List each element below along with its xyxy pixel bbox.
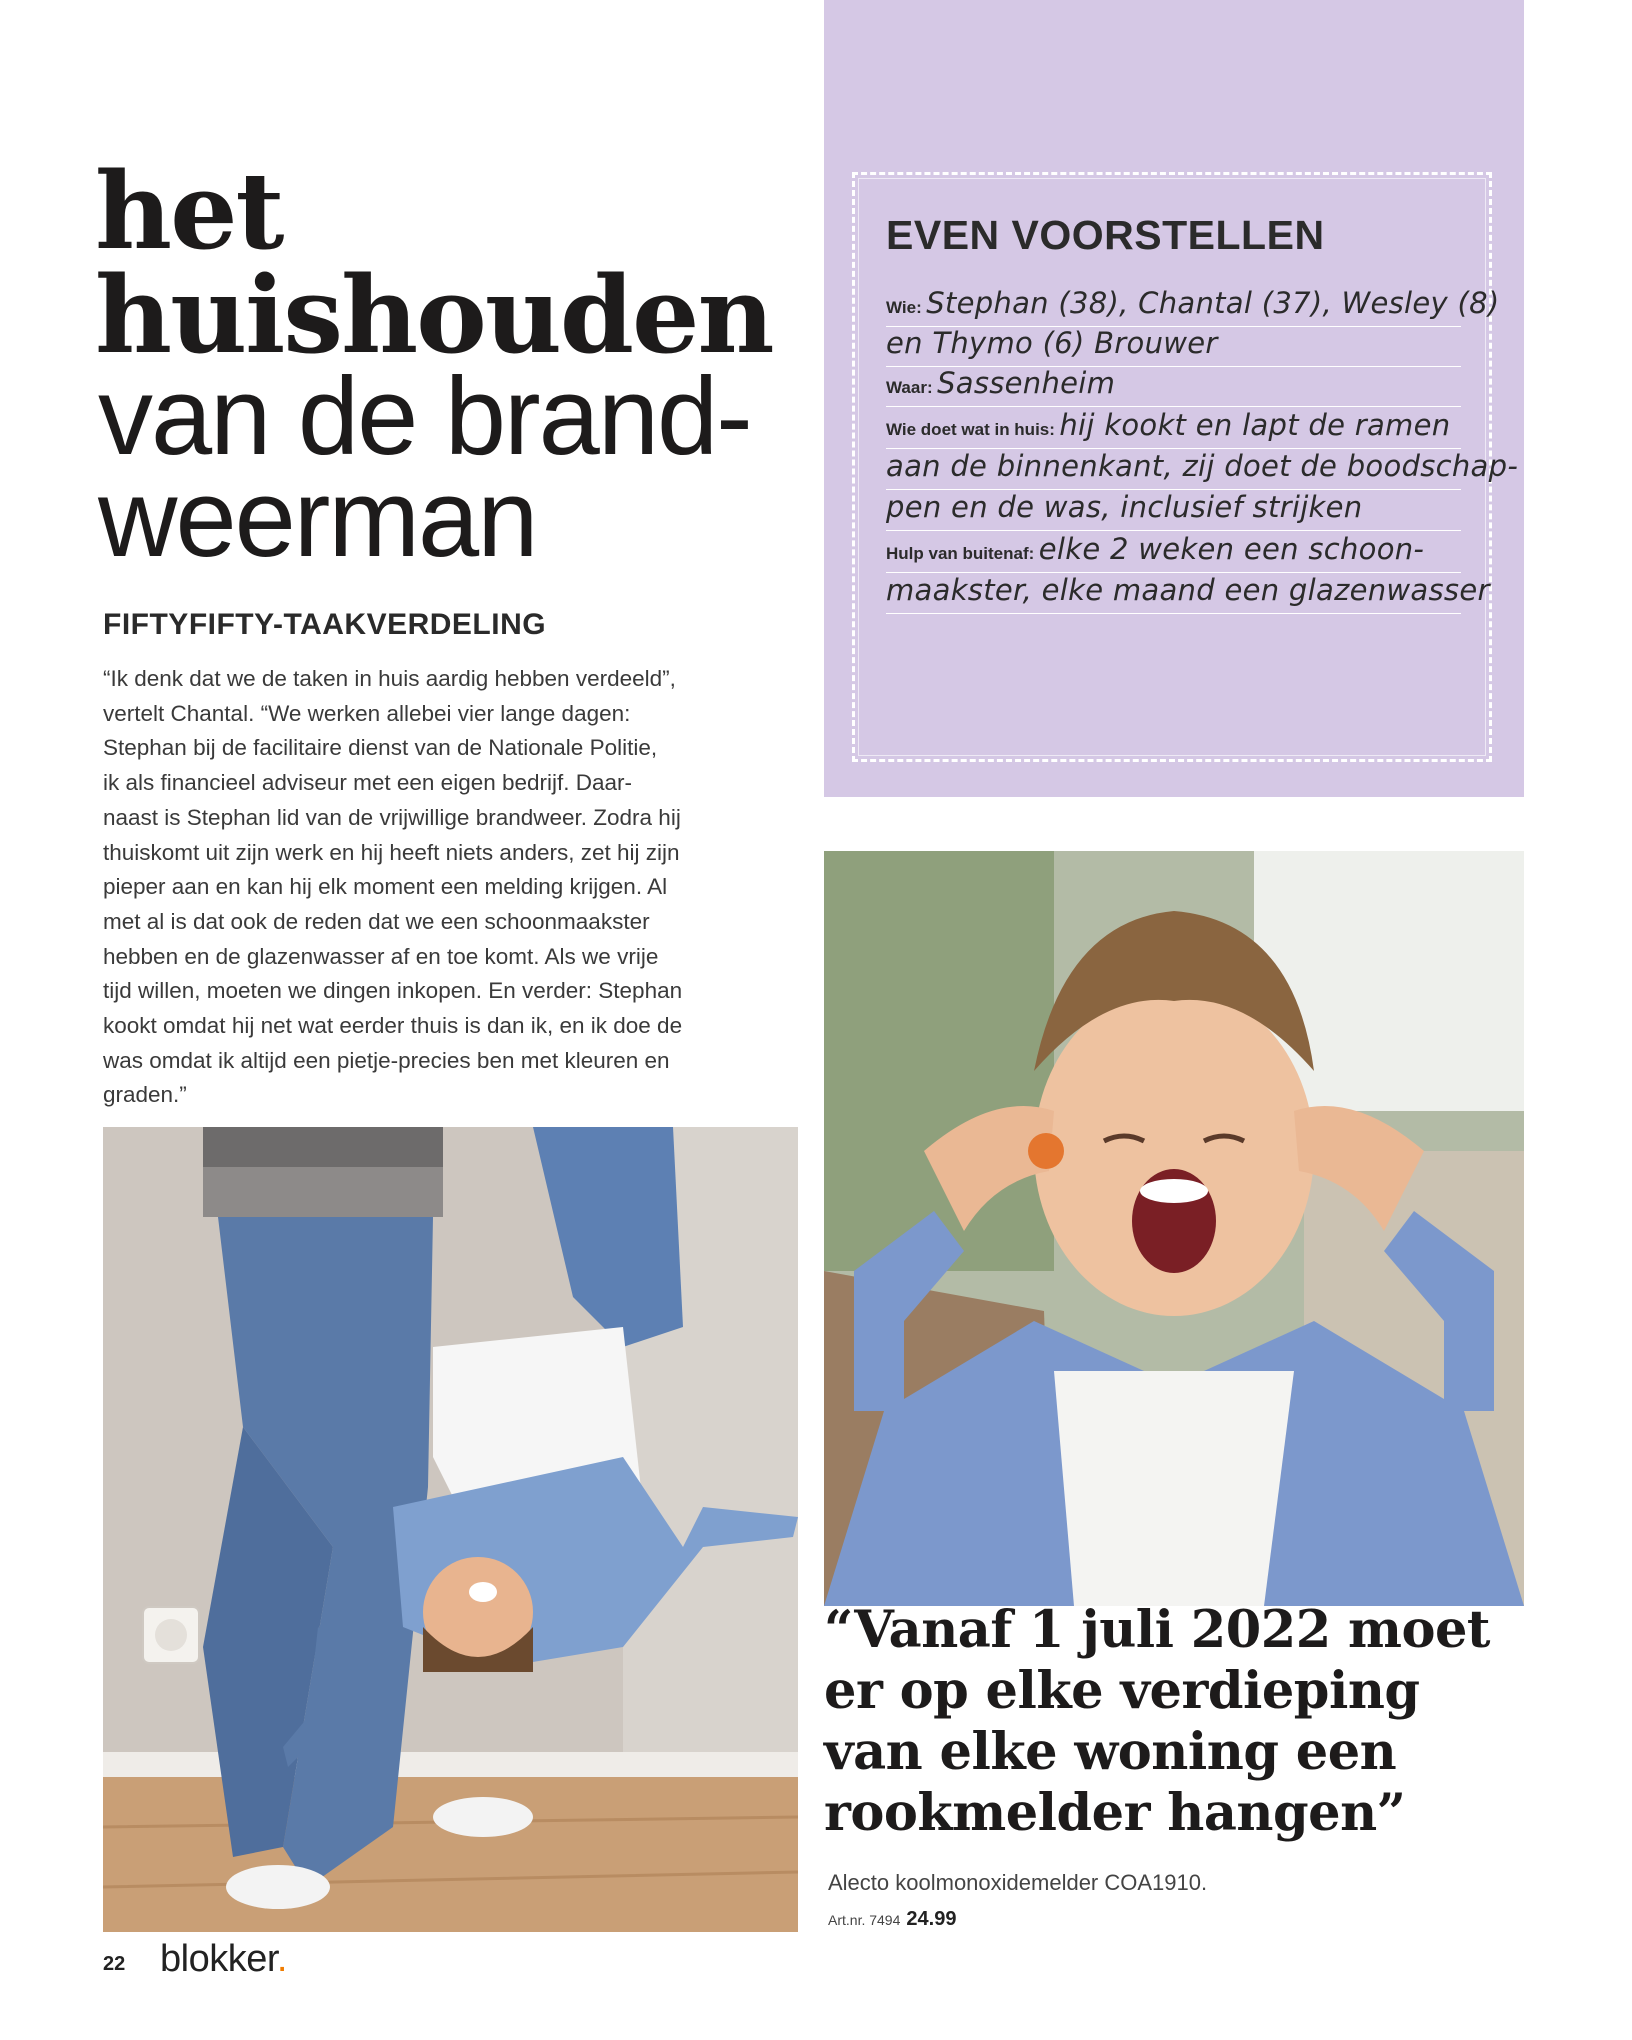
info-row-waar — [886, 366, 1461, 407]
brand-logo — [160, 1938, 287, 1981]
info-label-hulp: Hulp van buitenaf: — [886, 544, 1035, 563]
product-price: 24.99 — [906, 1908, 957, 1930]
pull-quote — [824, 1600, 1544, 1844]
info-value-wat: hij kookt en lapt de ramen — [1059, 408, 1451, 442]
body-line: naast is Stephan lid van de vrijwillige brandweer. Zodra hij — [103, 804, 681, 830]
info-value-wie-cont: en Thymo (6) Brouwer — [886, 326, 1218, 360]
title-line-1: het — [95, 148, 283, 273]
quote-line: er op elke verdieping — [824, 1661, 1420, 1721]
info-label-wat: Wie doet wat in huis: — [886, 420, 1055, 439]
quote-line: rookmelder hangen” — [824, 1783, 1406, 1843]
product-article-number: Art.nr. 7494 — [828, 1912, 901, 1928]
info-row-wat-cont1 — [886, 449, 1519, 490]
info-label-waar: Waar: — [886, 378, 933, 397]
info-label-wie: Wie: — [886, 298, 922, 317]
photo-boy-ears — [824, 851, 1524, 1606]
photo-boy-ears-illustration — [824, 851, 1524, 1606]
photo-father-son — [103, 1127, 798, 1932]
body-line: “Ik denk dat we de taken in huis aardig hebben verdeeld”, — [103, 666, 676, 691]
info-box-title: EVEN VOORSTELLEN — [886, 212, 1325, 258]
info-row-wie-cont — [886, 326, 1461, 367]
quote-line: “Vanaf 1 juli 2022 moet — [824, 1600, 1490, 1660]
body-line: vertelt Chantal. “We werken allebei vier lange dagen: — [103, 700, 631, 726]
quote-line: van elke woning een — [824, 1722, 1397, 1782]
page-number: 22 — [103, 1953, 126, 1975]
title-line-3: van de brand- — [98, 355, 751, 478]
info-row-wat-cont2 — [886, 490, 1461, 531]
body-line: tijd willen, moeten we dingen inkopen. En verder: Stephan — [103, 978, 683, 1004]
brand-logo-dot: . — [276, 1938, 287, 1980]
info-row-hulp-cont — [886, 573, 1490, 614]
body-line: ik als financieel adviseur met een eigen bedrijf. Daar- — [103, 770, 633, 796]
info-value-waar: Sassenheim — [937, 366, 1116, 400]
body-line: thuiskomt uit zijn werk en hij heeft niets anders, zet hij zijn — [103, 839, 680, 865]
body-line: kookt omdat hij net wat eerder thuis is dan ik, en ik doe de — [103, 1013, 683, 1039]
article-body — [103, 662, 783, 1113]
body-line: graden.” — [103, 1082, 187, 1108]
body-line: Stephan bij de facilitaire dienst van de Nationale Politie, — [103, 735, 658, 761]
photo-father-son-illustration — [103, 1127, 798, 1932]
product-price-line — [828, 1908, 956, 1931]
body-line: was omdat ik altijd een pietje-precies ben met kleuren en — [103, 1047, 670, 1073]
title-line-2: huishouden — [95, 252, 773, 377]
info-row-wie — [886, 286, 1500, 327]
info-row-wat — [886, 408, 1461, 449]
info-value-wat-cont2: pen en de was, inclusief strijken — [886, 490, 1363, 524]
body-line: met al is dat ook de reden dat we een schoonmaakster — [103, 908, 650, 934]
info-value-wat-cont1: aan de binnenkant, zij doet de boodschap- — [886, 449, 1519, 483]
title-line-4: weerman — [98, 457, 537, 580]
info-value-hulp: elke 2 weken een schoon- — [1038, 532, 1425, 566]
body-line: pieper aan en kan hij elk moment een melding krijgen. Al — [103, 874, 668, 900]
product-caption: Alecto koolmonoxidemelder COA1910. — [828, 1870, 1208, 1895]
info-value-hulp-cont: maakster, elke maand een glazenwasser — [886, 573, 1490, 607]
section-heading: FIFTYFIFTY-TAAKVERDELING — [103, 608, 547, 641]
info-row-hulp — [886, 532, 1461, 573]
body-line: hebben en de glazenwasser af en toe komt. Als we vrije — [103, 943, 659, 969]
info-value-wie: Stephan (38), Chantal (37), Wesley (8) — [926, 286, 1500, 320]
brand-logo-text: blokker — [160, 1938, 277, 1980]
